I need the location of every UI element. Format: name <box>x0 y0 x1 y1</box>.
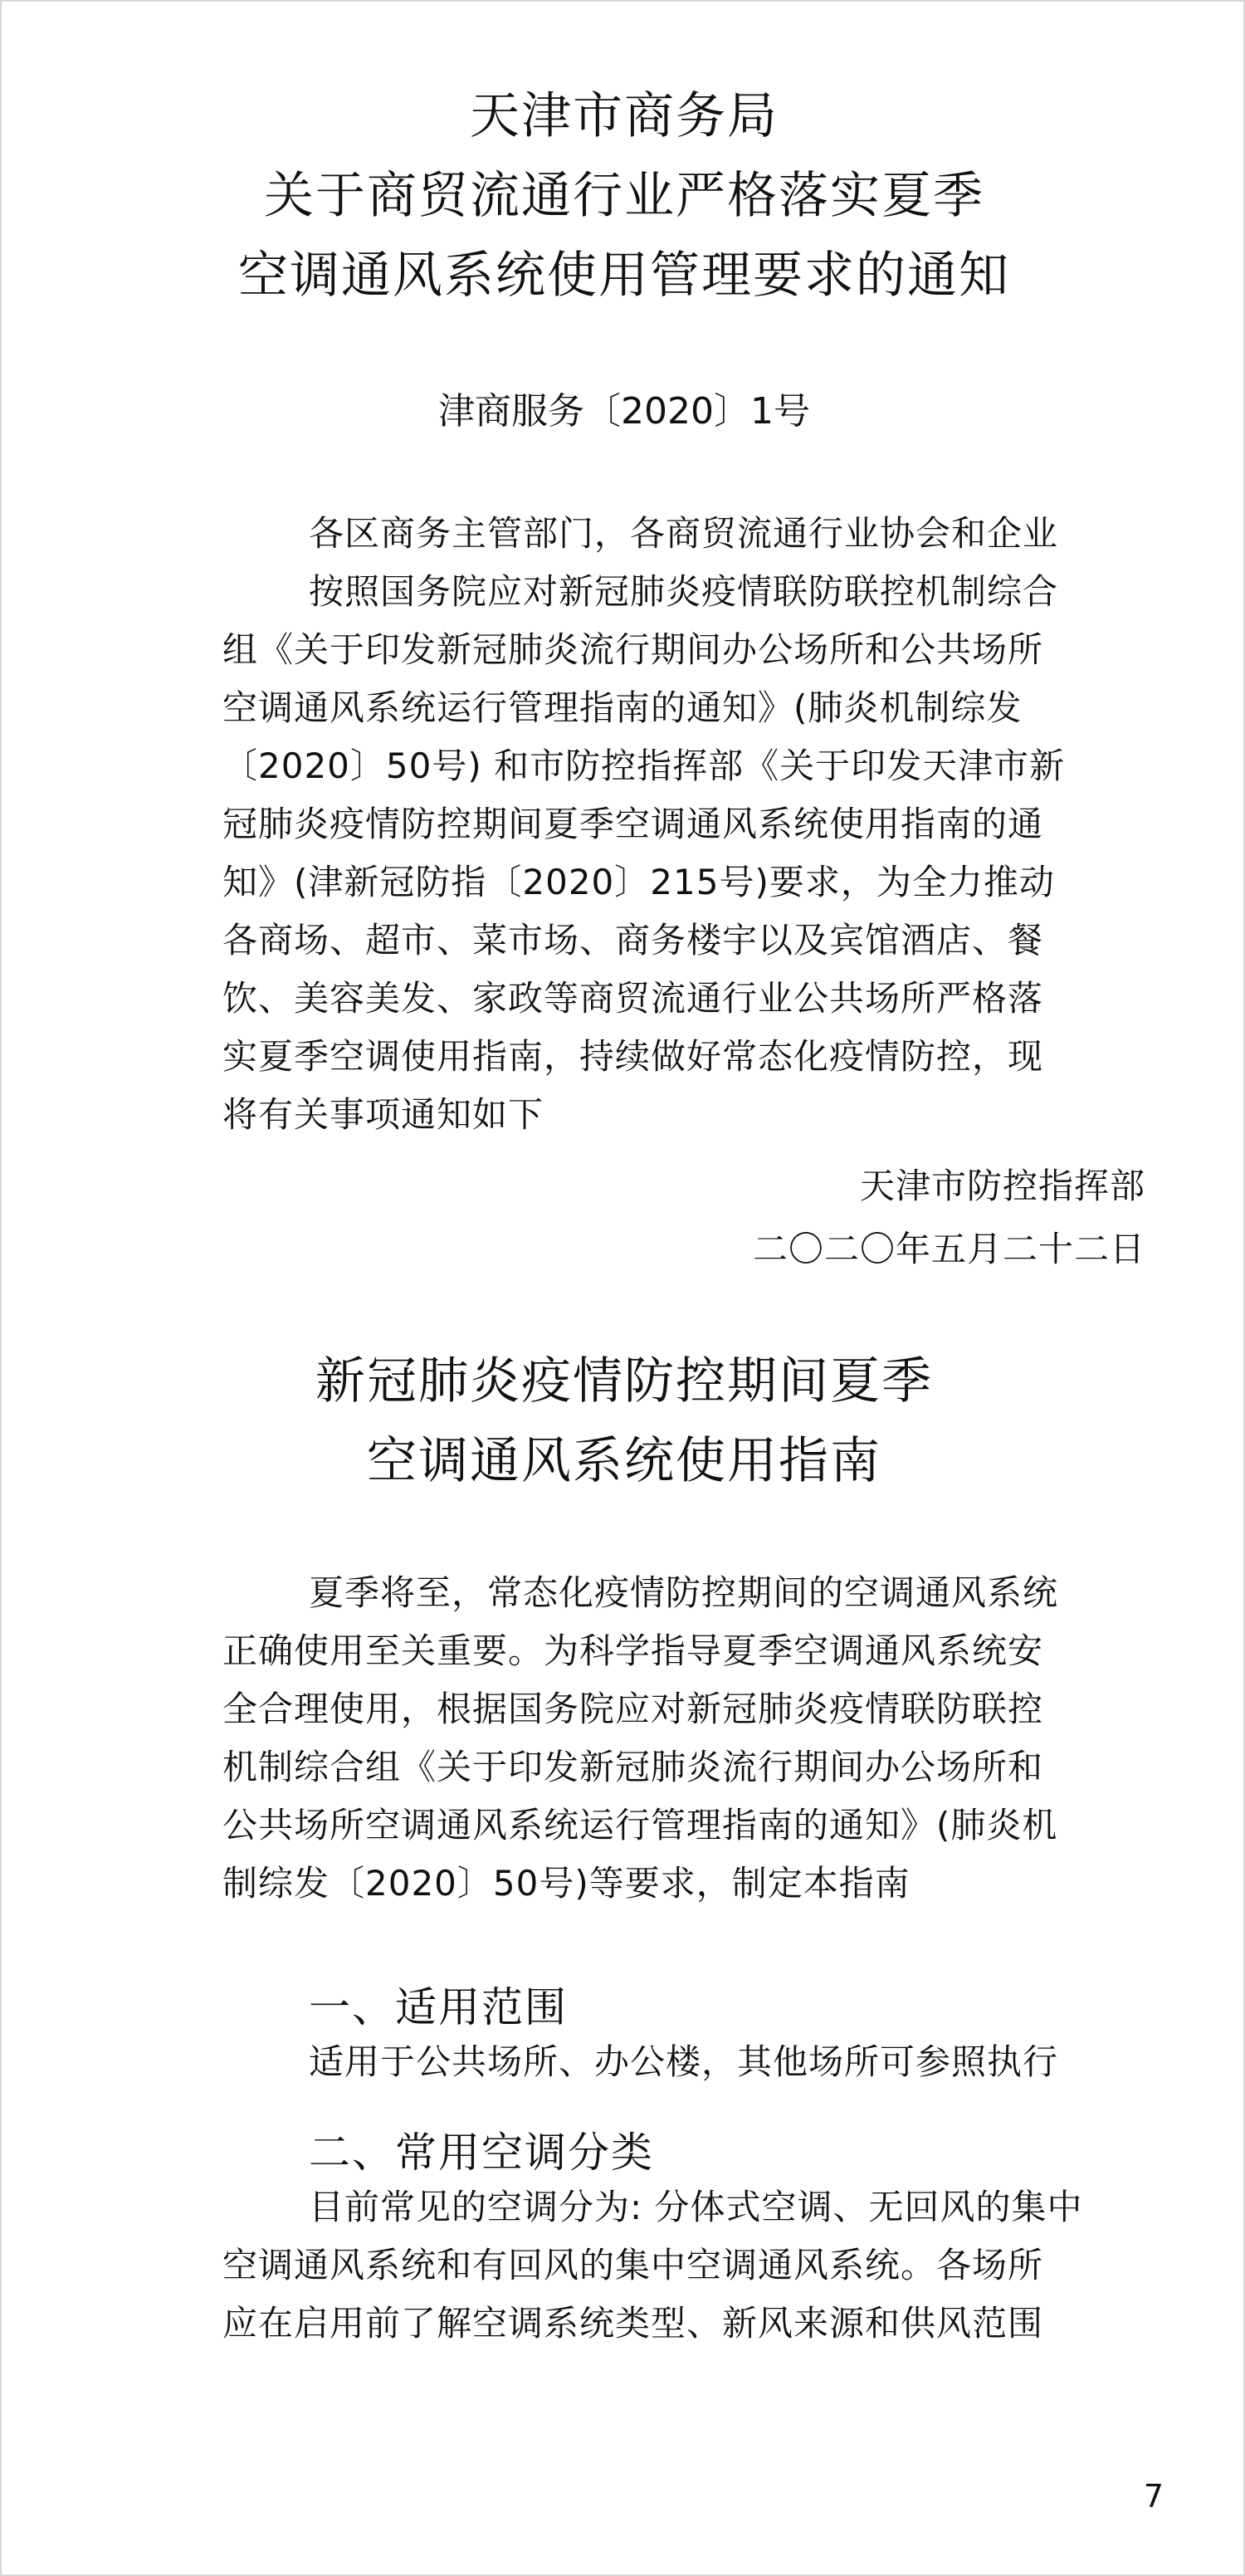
doc-number: 津商服务〔2020〕1号 <box>438 390 810 433</box>
guide-intro-line: 制综发〔2020〕50号)等要求，制定本指南 <box>222 1863 911 1904</box>
notice-title-line-2: 关于商贸流通行业严格落实夏季 <box>264 167 984 225</box>
guide-title-line-2: 空调通风系统使用指南 <box>367 1432 881 1490</box>
notice-body-line: 知》(津新冠防指〔2020〕215号)要求，为全力推动 <box>222 862 1055 902</box>
section-classification-line: 目前常见的空调分为: 分体式空调、无回风的集中 <box>309 2187 1083 2227</box>
section-heading-scope: 一、适用范围 <box>309 1983 568 2031</box>
notice-body-line: 各区商务主管部门，各商贸流通行业协会和企业 <box>309 513 1059 554</box>
notice-title-line-3: 空调通风系统使用管理要求的通知 <box>238 247 1010 305</box>
section-heading-classification: 二、常用空调分类 <box>309 2129 654 2177</box>
section-classification-line: 应在启用前了解空调系统类型、新风来源和供风范围 <box>222 2303 1044 2344</box>
guide-intro-line: 全合理使用，根据国务院应对新冠肺炎疫情联防联控 <box>222 1689 1044 1729</box>
guide-intro-line: 公共场所空调通风系统运行管理指南的通知》(肺炎机 <box>222 1805 1058 1845</box>
notice-body-line: 〔2020〕50号) 和市防控指挥部《关于印发天津市新 <box>222 745 1066 786</box>
issue-date: 二〇二〇年五月二十二日 <box>752 1229 1145 1269</box>
issuer: 天津市防控指挥部 <box>859 1166 1145 1206</box>
guide-intro-line: 夏季将至，常态化疫情防控期间的空调通风系统 <box>309 1572 1059 1613</box>
guide-intro-line: 机制综合组《关于印发新冠肺炎流行期间办公场所和 <box>222 1747 1044 1787</box>
guide-intro-line: 正确使用至关重要。为科学指导夏季空调通风系统安 <box>222 1630 1044 1671</box>
notice-body-line: 冠肺炎疫情防控期间夏季空调通风系统使用指南的通 <box>222 804 1044 844</box>
notice-body-line: 各商场、超市、菜市场、商务楼宇以及宾馆酒店、餐 <box>222 920 1044 961</box>
page-number: 7 <box>1143 2478 1164 2515</box>
notice-body-line: 组《关于印发新冠肺炎流行期间办公场所和公共场所 <box>222 629 1044 670</box>
notice-body-line: 将有关事项通知如下 <box>222 1094 544 1135</box>
notice-body-line: 实夏季空调使用指南，持续做好常态化疫情防控，现 <box>222 1036 1044 1077</box>
notice-body-line: 按照国务院应对新冠肺炎疫情联防联控机制综合 <box>309 571 1059 612</box>
guide-title-line-1: 新冠肺炎疫情防控期间夏季 <box>315 1352 933 1410</box>
notice-title-line-1: 天津市商务局 <box>470 87 779 145</box>
section-classification-line: 空调通风系统和有回风的集中空调通风系统。各场所 <box>222 2245 1044 2285</box>
notice-body-line: 空调通风系统运行管理指南的通知》(肺炎机制综发 <box>222 687 1023 728</box>
notice-body-line: 饮、美容美发、家政等商贸流通行业公共场所严格落 <box>222 978 1044 1019</box>
section-scope-line: 适用于公共场所、办公楼，其他场所可参照执行 <box>309 2041 1059 2082</box>
